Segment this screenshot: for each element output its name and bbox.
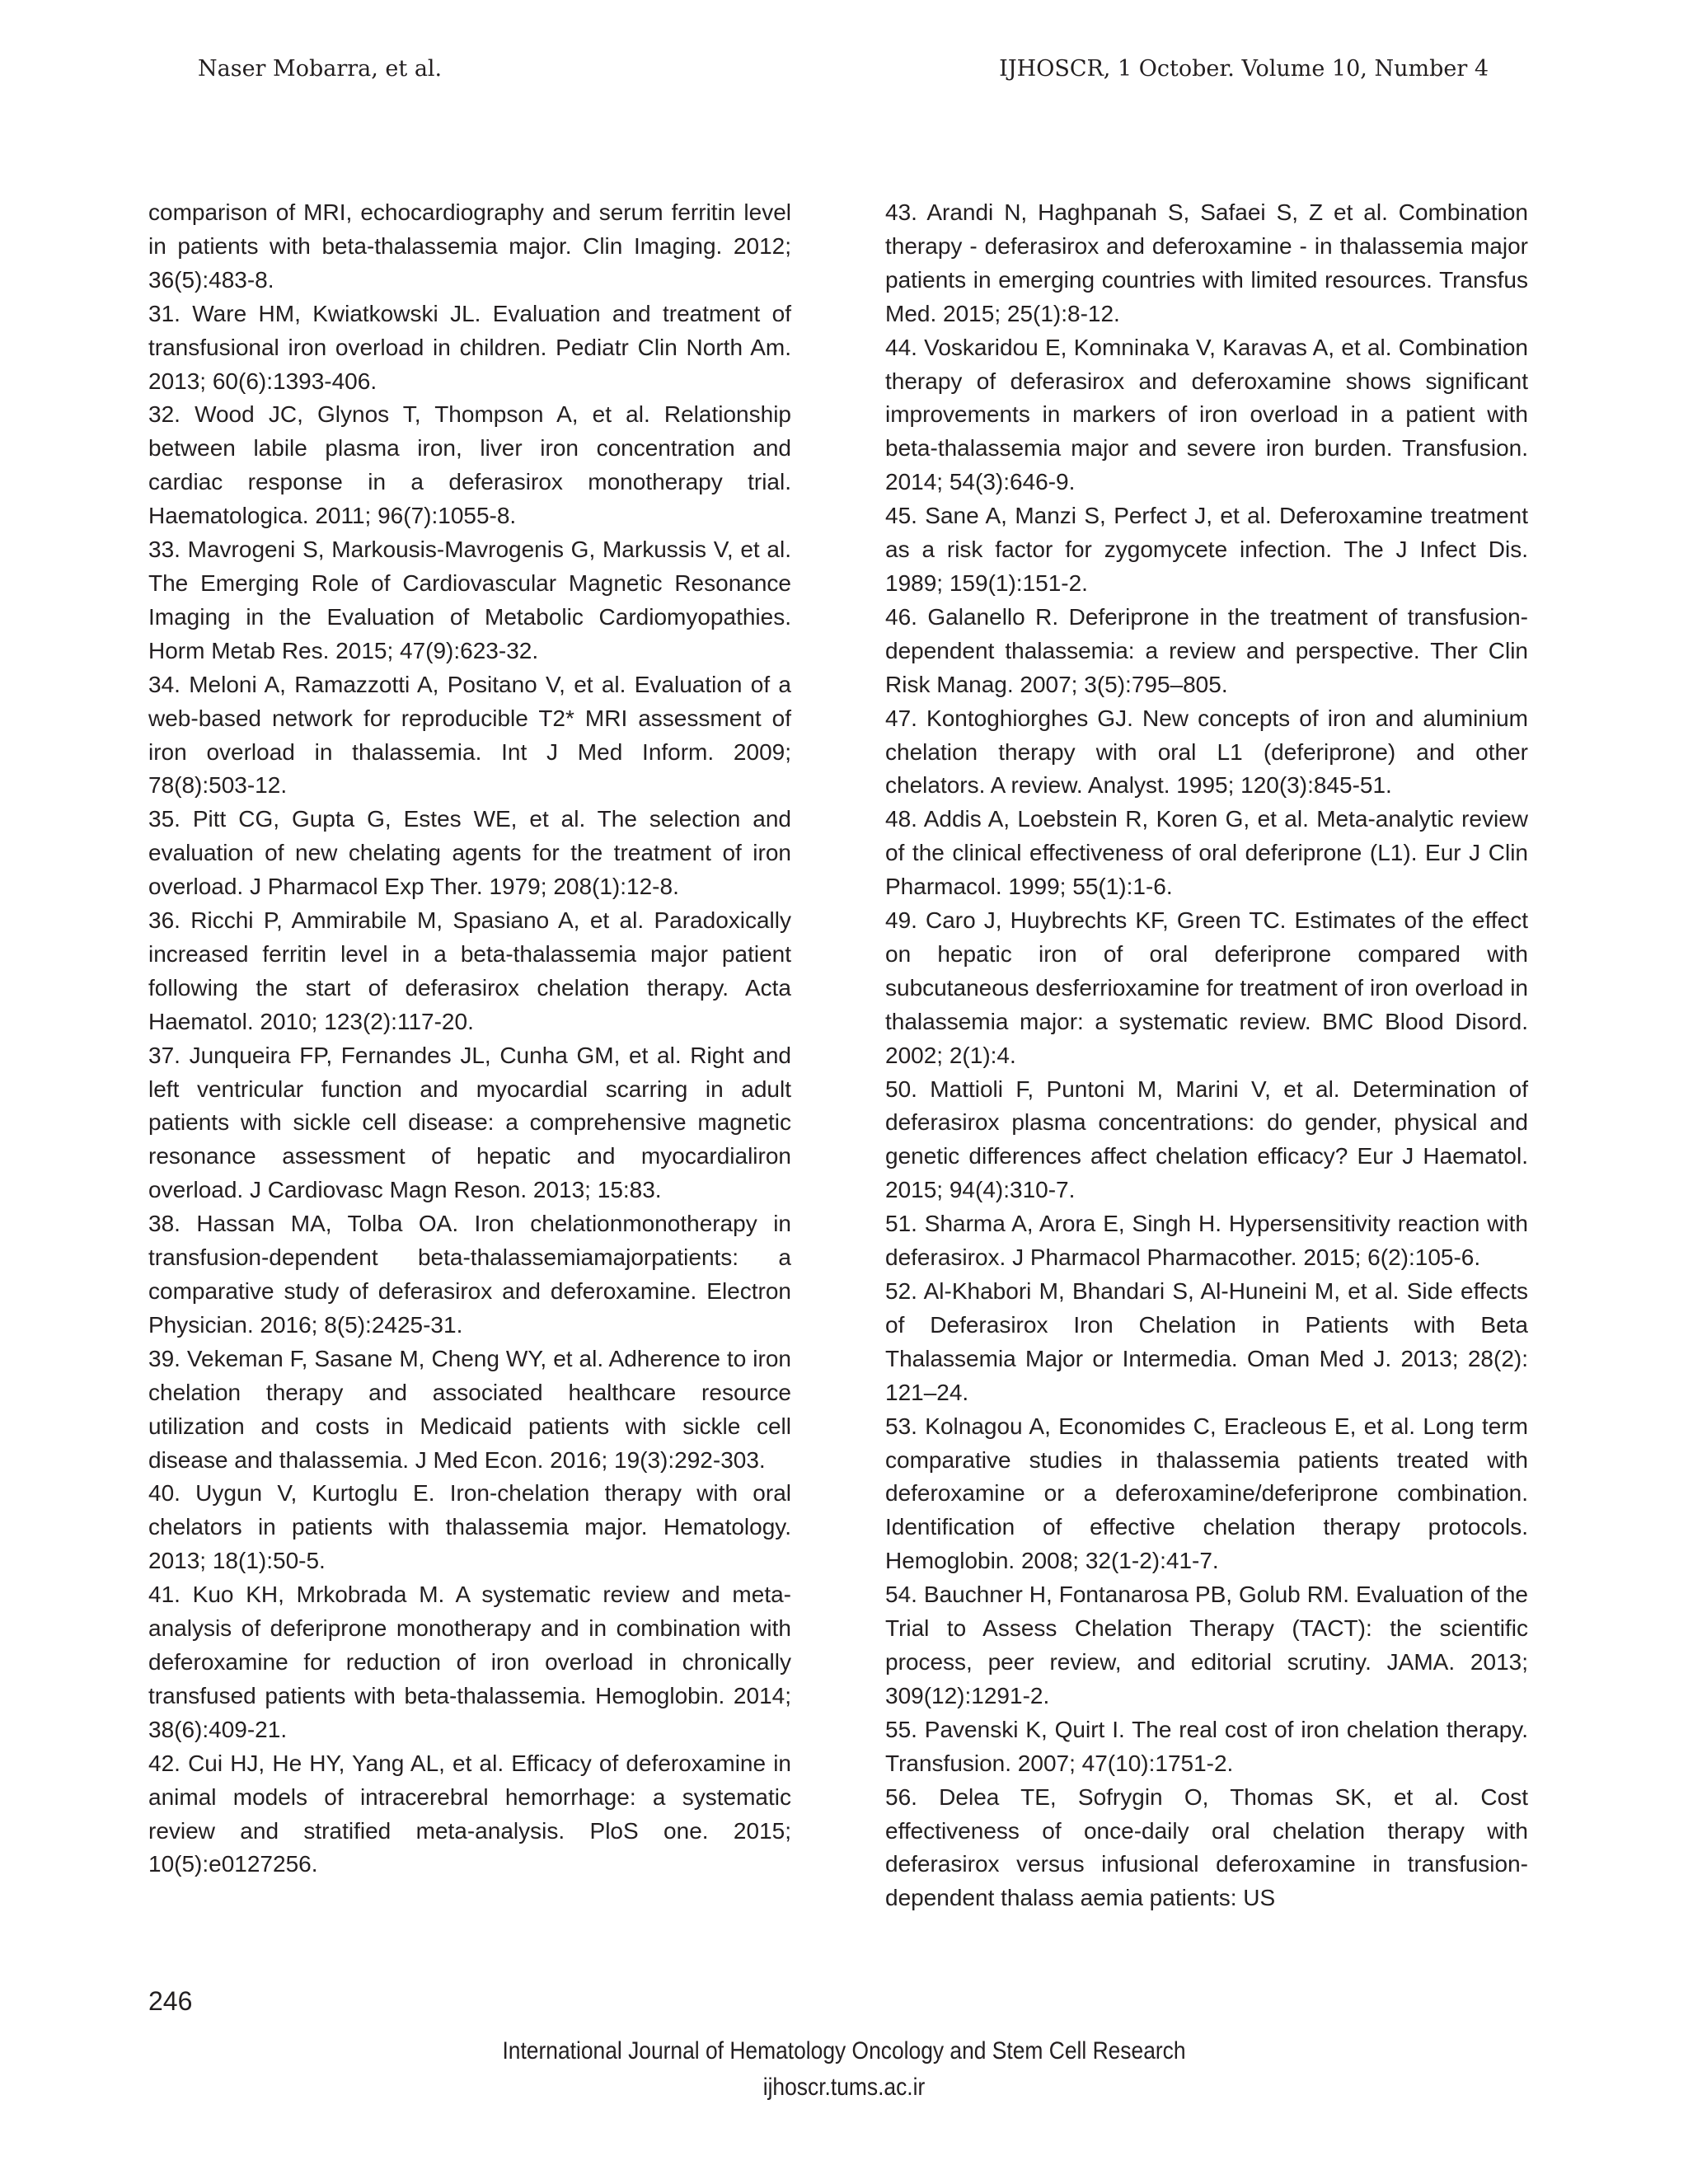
- reference-entry: 56. Delea TE, Sofrygin O, Thomas SK, et al. Cost effectiveness of once-daily oral chelation therapy with deferasirox versus infusional deferoxamine in transfusion-dependent thalass aemia patients: US: [885, 1783, 1528, 1911]
- reference-entry: 37. Junqueira FP, Fernandes JL, Cunha GM, et al. Right and left ventricular function and myocardial scarring in adult patients with sickle cell disease: a comprehensive magnetic resonance assessment of hepatic and myocardialiron overload. J Cardiovasc Magn Reson. 2013; 15:83.: [148, 1042, 791, 1203]
- page-number: 246: [148, 1986, 193, 2016]
- reference-entry: 34. Meloni A, Ramazzotti A, Positano V, et al. Evaluation of a web-based network for reproducible T2* MRI assessment of iron overload in thalassemia. Int J Med Inform. 2009; 78(8):503-12.: [148, 671, 791, 799]
- reference-entry: 50. Mattioli F, Puntoni M, Marini V, et al. Determination of deferasirox plasma concentrations: do gender, physical and genetic differences affect chelation efficacy? Eur J Haematol. 2015; 94(4):310-7.: [885, 1076, 1528, 1203]
- footer-journal-name: International Journal of Hematology Oncology and Stem Cell Research: [502, 2037, 1186, 2064]
- reference-entry: 55. Pavenski K, Quirt I. The real cost of iron chelation therapy. Transfusion. 2007; 47(10):1751-2.: [885, 1716, 1528, 1776]
- reference-entry: 48. Addis A, Loebstein R, Koren G, et al. Meta-analytic review of the clinical effectiveness of oral deferiprone (L1). Eur J Clin Pharmacol. 1999; 55(1):1-6.: [885, 806, 1528, 900]
- reference-entry: 53. Kolnagou A, Economides C, Eracleous E, et al. Long term comparative studies in thalassemia patients treated with deferoxamine or a deferoxamine/deferiprone combination. Identification of effective chelation therapy protocols. Hemoglobin. 2008; 32(1-2):41-7.: [885, 1413, 1528, 1574]
- reference-entry: 52. Al-Khabori M, Bhandari S, Al-Huneini M, et al. Side effects of Deferasirox Iron Chelation in Patients with Beta Thalassemia Major or Intermedia. Oman Med J. 2013; 28(2): 121–24.: [885, 1278, 1528, 1405]
- reference-entry: 44. Voskaridou E, Komninaka V, Karavas A, et al. Combination therapy of deferasirox and deferoxamine shows significant improvements in markers of iron overload in a patient with beta-thalassemia major and severe iron burden. Transfusion. 2014; 54(3):646-9.: [885, 334, 1528, 495]
- reference-entry: 31. Ware HM, Kwiatkowski JL. Evaluation and treatment of transfusional iron overload in children. Pediatr Clin North Am. 2013; 60(6):1393-406.: [148, 300, 791, 394]
- reference-entry: 38. Hassan MA, Tolba OA. Iron chelationmonotherapy in transfusion-dependent beta-thalassemiamajorpatients: a comparative study of deferasirox and deferoxamine. Electron Physician. 2016; 8(5):2425-31.: [148, 1211, 791, 1338]
- reference-entry: 36. Ricchi P, Ammirabile M, Spasiano A, et al. Paradoxically increased ferritin level in a beta-thalassemia major patient following the start of deferasirox chelation therapy. Acta Haematol. 2010; 123(2):117-20.: [148, 907, 791, 1034]
- running-head-authors: Naser Mobarra, et al.: [198, 56, 443, 82]
- reference-entry: 45. Sane A, Manzi S, Perfect J, et al. Deferoxamine treatment as a risk factor for zygomycete infection. The J Infect Dis. 1989; 159(1):151-2.: [885, 503, 1528, 596]
- reference-entry: 43. Arandi N, Haghpanah S, Safaei S, Z et al. Combination therapy - deferasirox and deferoxamine - in thalassemia major patients in emerging countries with limited resources. Transfus Med. 2015; 25(1):8-12.: [885, 199, 1528, 326]
- reference-entry: 32. Wood JC, Glynos T, Thompson A, et al. Relationship between labile plasma iron, liver iron concentration and cardiac response in a deferasirox monotherapy trial. Haematologica. 2011; 96(7):1055-8.: [148, 401, 791, 529]
- reference-entry: 54. Bauchner H, Fontanarosa PB, Golub RM. Evaluation of the Trial to Assess Chelation Therapy (TACT): the scientific process, peer review, and editorial scrutiny. JAMA. 2013; 309(12):1291-2.: [885, 1582, 1528, 1708]
- reference-entry: 42. Cui HJ, He HY, Yang AL, et al. Efficacy of deferoxamine in animal models of intracerebral hemorrhage: a systematic review and stratified meta-analysis. PloS one. 2015; 10(5):e0127256.: [148, 1750, 791, 1877]
- reference-entry: 39. Vekeman F, Sasane M, Cheng WY, et al. Adherence to iron chelation therapy and associated healthcare resource utilization and costs in Medicaid patients with sickle cell disease and thalassemia. J Med Econ. 2016; 19(3):292-303.: [148, 1345, 791, 1473]
- reference-entry: 51. Sharma A, Arora E, Singh H. Hypersensitivity reaction with deferasirox. J Pharmacol Pharmacother. 2015; 6(2):105-6.: [885, 1211, 1528, 1271]
- reference-entry: 49. Caro J, Huybrechts KF, Green TC. Estimates of the effect on hepatic iron of oral deferiprone compared with subcutaneous desferrioxamine for treatment of iron overload in thalassemia major: a systematic review. BMC Blood Disord. 2002; 2(1):4.: [885, 907, 1528, 1068]
- reference-entry: comparison of MRI, echocardiography and serum ferritin level in patients with beta-thalassemia major. Clin Imaging. 2012; 36(5):483-8.: [148, 199, 791, 293]
- reference-entry: 33. Mavrogeni S, Markousis-Mavrogenis G, Markussis V, et al. The Emerging Role of Cardiovascular Magnetic Resonance Imaging in the Evaluation of Metabolic Cardiomyopathies. Horm Metab Res. 2015; 47(9):623-32.: [148, 537, 791, 663]
- reference-entry: 47. Kontoghiorghes GJ. New concepts of iron and aluminium chelation therapy with oral L1 (deferiprone) and other chelators. A review. Analyst. 1995; 120(3):845-51.: [885, 705, 1528, 799]
- reference-entry: 41. Kuo KH, Mrkobrada M. A systematic review and meta-analysis of deferiprone monotherapy and in combination with deferoxamine for reduction of iron overload in chronically transfused patients with beta-thalassemia. Hemoglobin. 2014; 38(6):409-21.: [148, 1582, 791, 1742]
- reference-entry: 35. Pitt CG, Gupta G, Estes WE, et al. The selection and evaluation of new chelating agents for the treatment of iron overload. J Pharmacol Exp Ther. 1979; 208(1):12-8.: [148, 806, 791, 900]
- footer-website: ijhoscr.tums.ac.ir: [762, 2074, 926, 2101]
- running-head-journal-issue: IJHOSCR, 1 October. Volume 10, Number 4: [999, 56, 1489, 82]
- references-right-column: [885, 196, 1528, 1915]
- references-left-column: [148, 196, 791, 1882]
- reference-entry: 40. Uygun V, Kurtoglu E. Iron-chelation therapy with oral chelators in patients with thalassemia major. Hematology. 2013; 18(1):50-5.: [148, 1480, 791, 1574]
- reference-entry: 46. Galanello R. Deferiprone in the treatment of transfusion-dependent thalassemia: a review and perspective. Ther Clin Risk Manag. 2007; 3(5):795–805.: [885, 603, 1528, 697]
